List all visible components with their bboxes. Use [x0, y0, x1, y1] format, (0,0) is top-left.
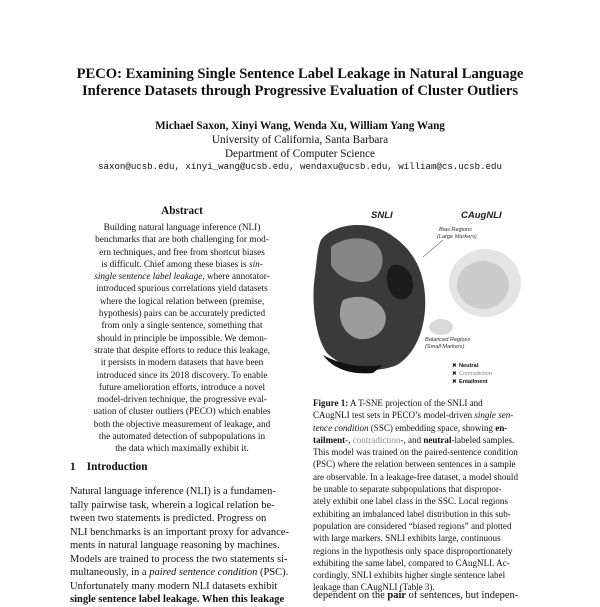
caption-line: are observable. In a leakage-free dataset, a model should: [313, 471, 518, 482]
affiliation-department: Department of Computer Science: [224, 148, 376, 160]
caption-figure-label: Figure 1:: [313, 398, 349, 408]
caption-line: regions in the hypothesis only space disproportionately: [313, 545, 513, 556]
figure-1-caption: [313, 397, 541, 594]
intro-line: multaneously, in a paired sentence condition (PSC).: [70, 567, 289, 578]
caption-line: This model was trained on the paired-sentence condition: [313, 447, 518, 458]
caption-line: be unable to separate subpopulations that dispropor-: [313, 484, 502, 495]
abstract-line: is difficult. Chief among these biases is sin-: [101, 259, 263, 270]
tsne-figure: [313, 205, 538, 390]
section-title: Introduction: [86, 461, 148, 473]
caption-line: ately exhibit one label class in the SSC. Local regions: [313, 496, 508, 507]
title-line-2: Inference Datasets through Progressive Evaluation of Cluster Outliers: [81, 83, 519, 99]
legend-contradiction: Contradiction: [459, 371, 492, 377]
figure-label-caugnli: CAugNLI: [461, 210, 502, 221]
figure-label-snli: SNLI: [371, 210, 393, 221]
abstract-italic: sin-: [248, 259, 263, 270]
bias-regions-arrow: [423, 240, 443, 257]
abstract-line: uation of cluster outliers (PECO) which enables: [93, 407, 271, 418]
abstract-line: the data which maximally exhibit it.: [115, 444, 249, 455]
introduction-body: [70, 485, 306, 607]
intro-line: Models are trained to process the two statements si-: [70, 553, 288, 565]
legend-neutral-marker: ✖: [452, 363, 457, 369]
intro-line: tween two statements is predicted. Progress on: [70, 513, 267, 524]
caugnli-scatter-cloud: [429, 249, 521, 335]
legend-entailment-marker: ✖: [452, 379, 457, 385]
figure-1: [313, 205, 538, 390]
caption-line: leakage than CAugNLI (Table 3).: [313, 582, 435, 593]
figure-legend: [452, 363, 492, 385]
legend-neutral: Neutral: [459, 363, 479, 369]
abstract-line: should in principle be impossible. We demon-: [97, 333, 267, 344]
abstract-italic-term: single sentence label leakage: [94, 272, 203, 283]
abstract-line: introduced spurious correlations yield datasets: [96, 284, 268, 295]
caption-line: CAugNLI test sets in PECO’s model-driven single sen-: [313, 410, 514, 421]
caption-line: Figure 1: A T-SNE projection of the SNLI and: [313, 398, 483, 408]
abstract-line: benchmarks that are both challenging for mod-: [95, 235, 269, 246]
intro-line: ments in natural language reasoning by machines.: [70, 540, 280, 551]
caption-line: population are considered “biased regions” and plotted: [313, 520, 512, 531]
title-line-1: PECO: Examining Single Sentence Label Leakage in Natural Language: [76, 66, 524, 82]
caption-line: exhibiting the same label, compared to CAugNLI. Ac-: [313, 557, 510, 568]
abstract-line: strate that despite efforts to reduce this leakage,: [93, 345, 271, 356]
abstract-line: the automated detection of subpopulations in: [98, 432, 266, 443]
abstract-line: both the objective measurement of leakage, and: [93, 419, 271, 430]
snli-scatter-cloud: [314, 225, 426, 373]
author-emails: saxon@ucsb.edu, xinyi_wang@ucsb.edu, wendaxu@ucsb.edu, william@cs.ucsb.edu: [98, 161, 502, 172]
abstract-heading: Abstract: [161, 205, 203, 217]
paper-title: [40, 66, 560, 100]
balanced-regions-note-sub: (Small Markers): [425, 344, 465, 350]
affiliation: [40, 133, 560, 161]
abstract-line: single sentence label leakage, where annotator-: [94, 272, 270, 283]
intro-line: Natural language inference (NLI) is a fundamen-: [70, 486, 276, 497]
balanced-regions-note: Balanced Regions: [425, 337, 471, 343]
abstract-line: ern techniques, and free from shortcut biases: [99, 247, 265, 258]
caption-line: tence condition (SSC) embedding space, showing en-: [313, 422, 508, 433]
section-number: 1: [70, 461, 76, 473]
bias-regions-note-sub: (Large Markers): [437, 234, 477, 240]
caption-line: tailment-, contradiction-, and neutral-labeled samples.: [313, 434, 515, 445]
caption-line: exhibiting an imbalanced label distribution in this sub-: [313, 508, 511, 519]
intro-line: Unfortunately many modern NLI datasets exhibit: [70, 580, 278, 592]
caption-line: with large markers. SNLI exhibits large, continuous: [313, 533, 501, 544]
abstract-line: hypothesis) pairs can be accurately predicted: [98, 309, 266, 320]
abstract-line: future amelioration efforts, introduce a novel: [98, 382, 266, 393]
abstract-line: Building natural language inference (NLI): [103, 223, 261, 233]
caption-line: cordingly, SNLI exhibits higher single sentence label: [313, 570, 506, 581]
caption-line: (PSC) where the relation between sentences in a sample: [313, 459, 516, 470]
abstract-body: [88, 222, 276, 456]
intro-line: tally pairwise task, wherein a logical relation be-: [70, 499, 275, 511]
intro-line: NLI benchmarks is an important proxy for advance-: [70, 526, 289, 538]
intro-line: single sentence label leakage. When this leakage: [70, 594, 285, 605]
abstract-line: it persists in modern datasets that have been: [100, 358, 264, 369]
abstract-line: introduced since its 2018 discovery. To enable: [96, 370, 268, 381]
author-list: Michael Saxon, Xinyi Wang, Wenda Xu, William Yang Wang: [155, 120, 445, 132]
right-column-continuation: dependent on the pair of sentences, but indepen-: [313, 590, 519, 601]
legend-contradiction-marker: ✖: [452, 371, 457, 377]
abstract-line: model-driven technique, the progressive eval-: [97, 395, 267, 406]
section-heading-introduction: [70, 461, 148, 473]
intro-italic-term: paired sentence condition: [149, 567, 258, 578]
abstract-line: from only a single sentence, something that: [101, 321, 263, 332]
affiliation-university: University of California, Santa Barbara: [211, 134, 389, 146]
bias-regions-note: Bias Regions: [439, 227, 472, 233]
legend-entailment: Entailment: [459, 379, 488, 385]
abstract-line: where the logical relation between (premise,: [99, 296, 265, 307]
